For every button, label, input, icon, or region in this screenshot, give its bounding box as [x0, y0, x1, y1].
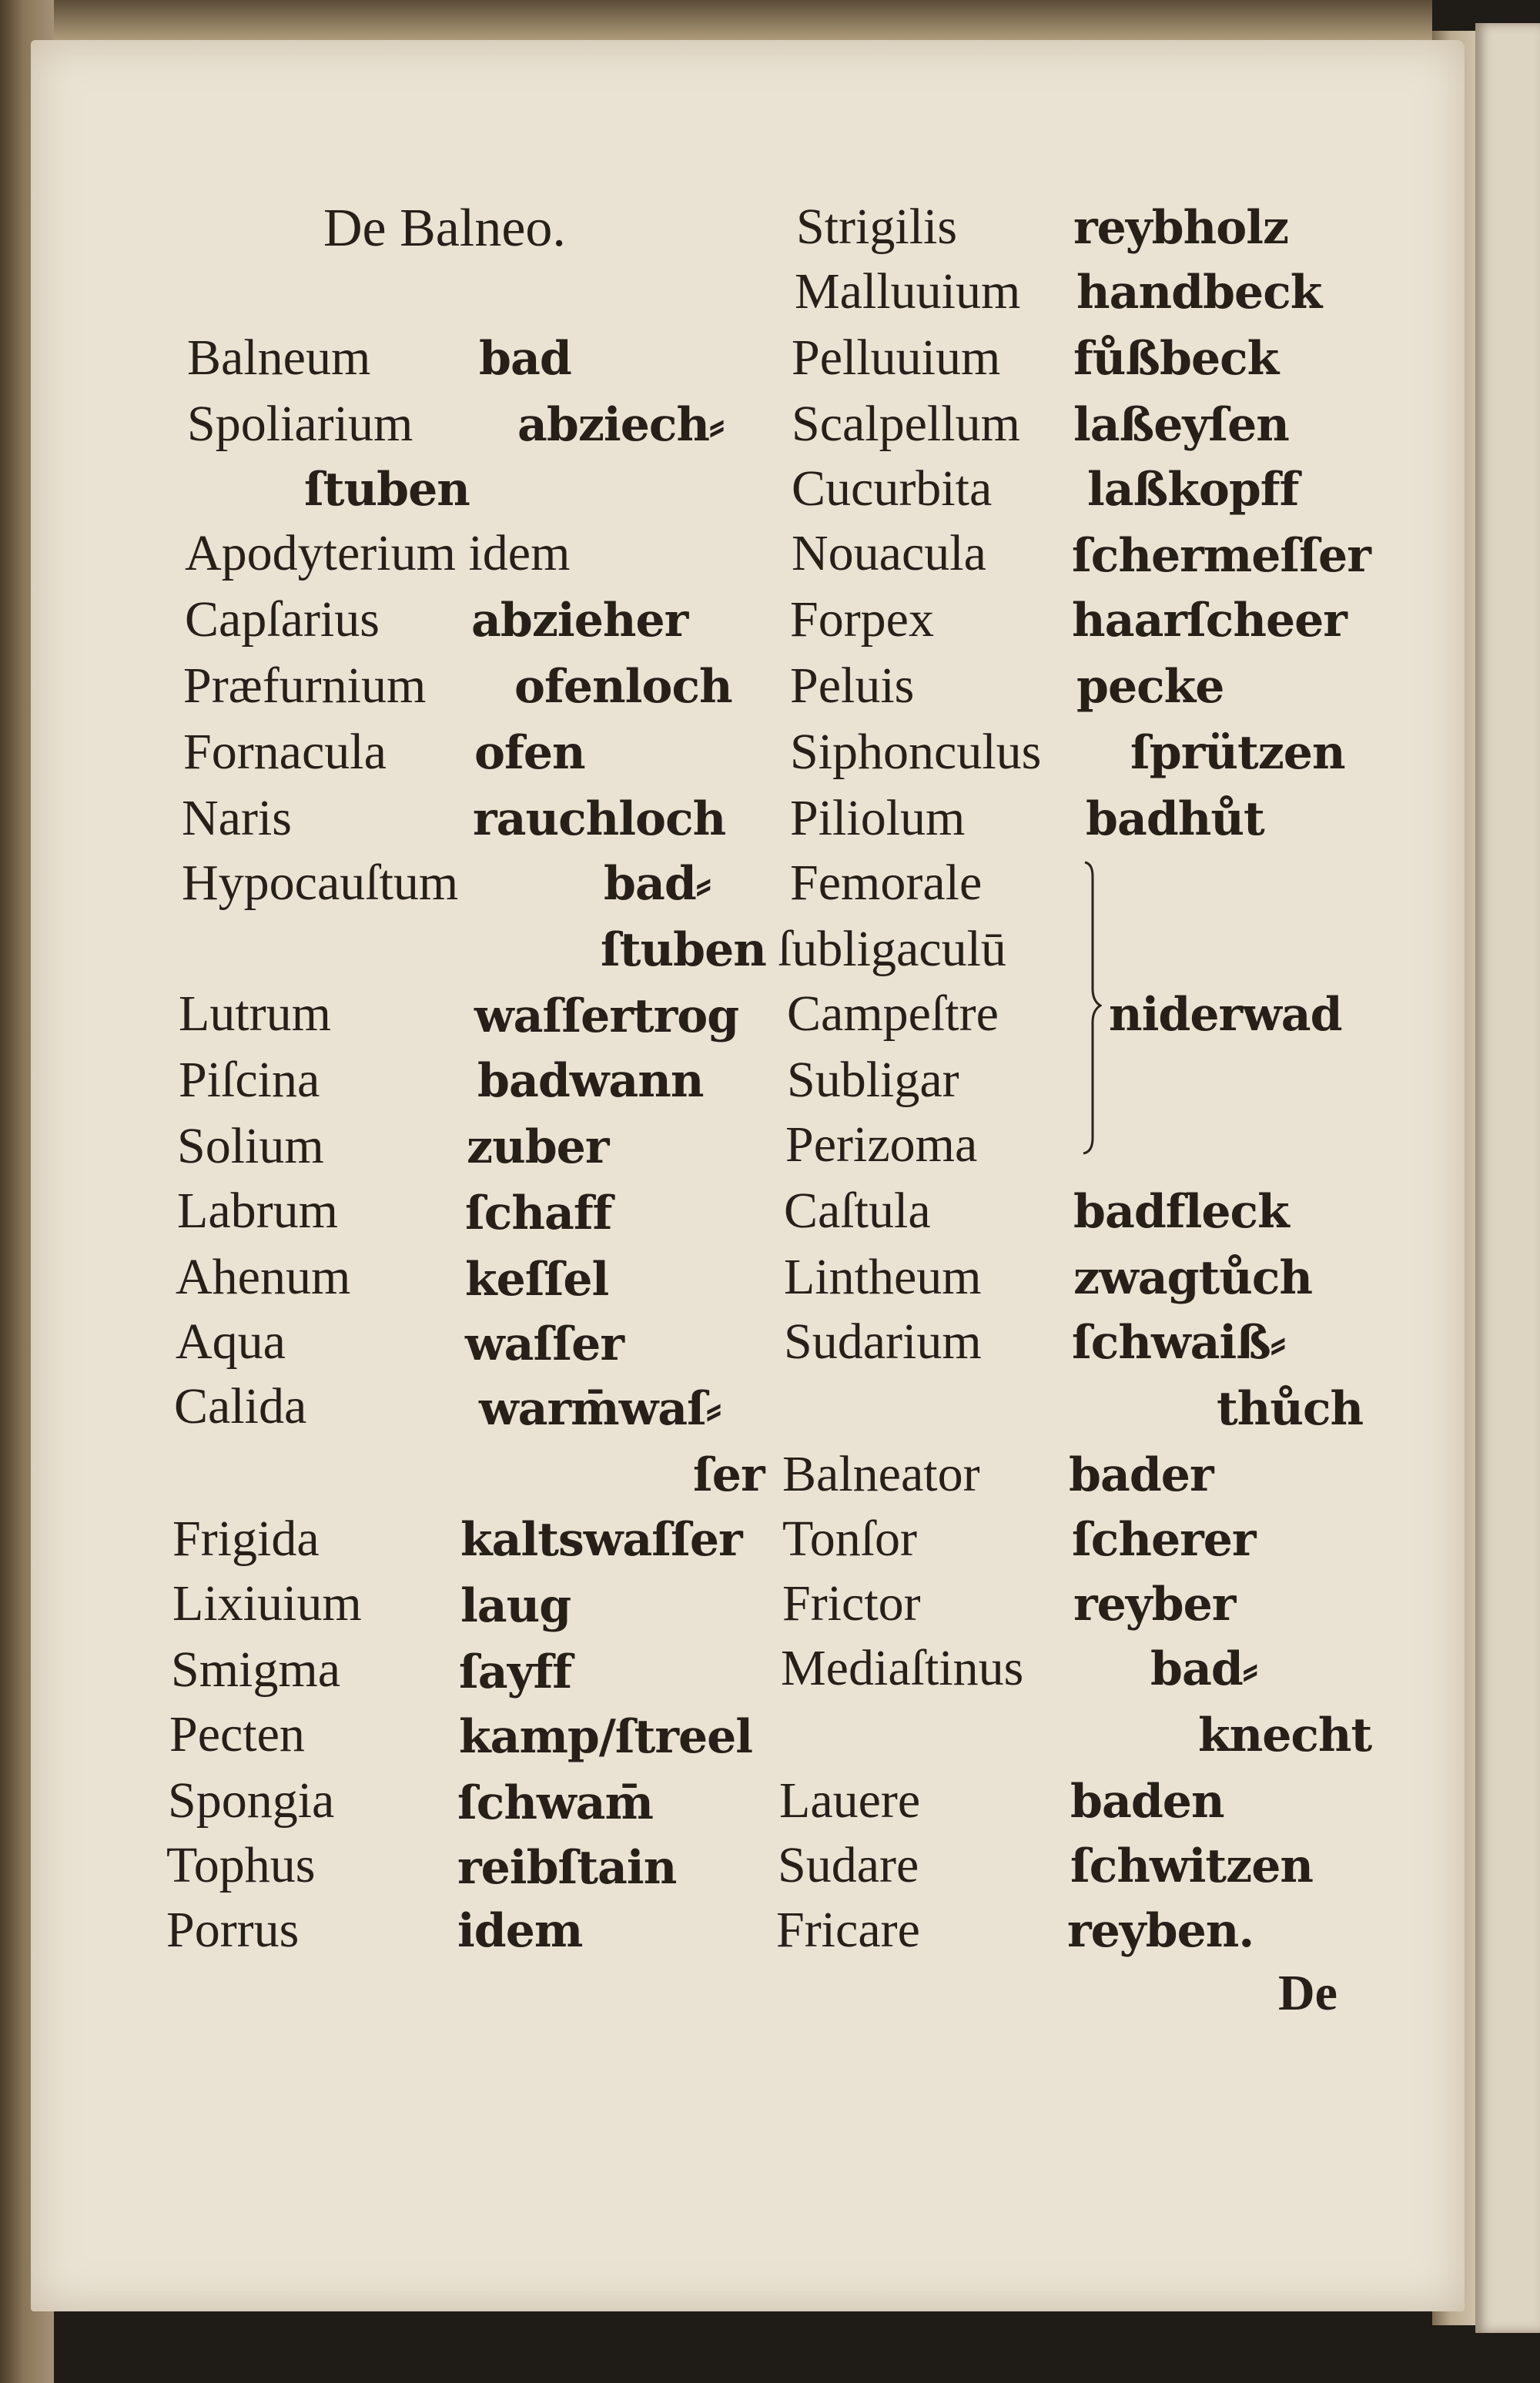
german-term: zuber: [467, 1120, 609, 1174]
german-term: keſſel: [465, 1253, 609, 1307]
latin-term: Smigma: [171, 1642, 341, 1698]
latin-term: Femorale: [790, 855, 983, 911]
german-term: ſprützen: [1130, 726, 1345, 780]
latin-term: Scalpellum: [792, 396, 1020, 452]
latin-term: Solium: [177, 1118, 324, 1174]
latin-term: Mediaſtinus: [781, 1640, 1024, 1696]
latin-term: Piſcina: [179, 1052, 320, 1108]
german-term: ſtuben: [304, 463, 470, 517]
latin-term: Lintheum: [784, 1249, 982, 1305]
german-term: ſtuben: [601, 923, 766, 977]
page-stack-top: [0, 0, 1432, 45]
german-term: laug: [460, 1579, 571, 1633]
german-term: thůch: [1217, 1382, 1364, 1436]
latin-term: Subligar: [787, 1052, 959, 1108]
latin-term: Fricare: [776, 1902, 920, 1958]
german-term: idem: [457, 1904, 583, 1958]
german-term: ſer: [693, 1448, 765, 1502]
latin-term: Labrum: [177, 1183, 338, 1239]
german-term: rauchloch: [473, 792, 726, 846]
latin-term: Lixiuium: [172, 1575, 362, 1632]
latin-term: Pecten: [169, 1706, 305, 1762]
german-term: waſſer: [465, 1317, 624, 1371]
german-term: ſchaff: [465, 1186, 612, 1240]
german-term: badfleck: [1073, 1185, 1289, 1239]
latin-term: Peluis: [790, 658, 915, 714]
latin-term: Tonſor: [782, 1511, 918, 1567]
german-term: bader: [1069, 1448, 1214, 1502]
german-term: badwann: [477, 1054, 704, 1108]
german-term: kamp/ſtreel: [459, 1710, 753, 1764]
latin-term: Pelluuium: [792, 330, 1001, 386]
german-term: zwagtůch: [1073, 1251, 1313, 1305]
facing-page-edge: [1475, 23, 1540, 2333]
german-term: knecht: [1198, 1709, 1372, 1762]
german-term: ofen: [474, 726, 585, 780]
german-term: ſchwitzen: [1070, 1839, 1313, 1893]
latin-term: ſubligaculū: [778, 921, 1006, 977]
latin-term: Spongia: [168, 1772, 335, 1829]
latin-term: Ahenum: [176, 1249, 351, 1305]
latin-term: Naris: [182, 790, 292, 846]
german-term: ſchermeſſer: [1072, 529, 1371, 583]
latin-term: Siphonculus: [790, 724, 1042, 780]
german-term: laßeyſen: [1073, 398, 1289, 452]
german-term: badhůt: [1086, 792, 1264, 846]
grouping-brace: [1082, 861, 1102, 1155]
latin-term: Sudarium: [784, 1314, 982, 1370]
latin-term: Capſarius: [185, 591, 380, 648]
german-term: laßkopff: [1087, 463, 1299, 517]
german-term: bad⸗: [604, 857, 711, 911]
german-term: handbeck: [1076, 266, 1322, 320]
german-term: reybholz: [1073, 201, 1289, 255]
german-term: waſſertrog: [474, 989, 739, 1043]
latin-term: Caſtula: [784, 1183, 931, 1239]
latin-term: Strigilis: [796, 199, 958, 255]
german-term: reyber: [1073, 1578, 1236, 1632]
latin-term: Frictor: [782, 1575, 921, 1632]
latin-term: Porrus: [166, 1902, 300, 1958]
latin-term: Nouacula: [792, 525, 986, 581]
latin-term: Præfurnium: [183, 658, 427, 714]
german-term: fůßbeck: [1073, 332, 1279, 386]
latin-term: Campeſtre: [787, 986, 999, 1042]
latin-term: Piliolum: [790, 790, 966, 846]
latin-term: Cucurbita: [792, 460, 993, 517]
german-term: baden: [1070, 1775, 1224, 1829]
german-term: ofenloch: [514, 660, 732, 714]
german-term: abzieher: [471, 594, 688, 648]
latin-term: Calida: [174, 1378, 307, 1434]
latin-term: Lauere: [779, 1772, 921, 1829]
page-title: De Balneo.: [323, 199, 566, 258]
german-term: pecke: [1076, 660, 1224, 714]
latin-term: Apodyterium idem: [185, 525, 571, 581]
latin-term: Hypocauſtum: [182, 855, 459, 911]
latin-term: Balneum: [187, 330, 371, 386]
latin-term: Frigida: [172, 1511, 320, 1567]
catchword: De: [1278, 1965, 1337, 2021]
latin-term: Balneator: [782, 1446, 980, 1502]
latin-term: Malluuium: [795, 263, 1021, 320]
german-term: ſchwaiß⸗: [1072, 1316, 1285, 1370]
german-term: abziech⸗: [517, 398, 725, 452]
german-term: kaltswaſſer: [460, 1513, 742, 1567]
german-term: warm̄waſ⸗: [479, 1382, 721, 1436]
german-term: bad⸗: [1150, 1642, 1257, 1696]
latin-term: Aqua: [176, 1314, 286, 1370]
german-term: reibſtain: [457, 1841, 677, 1895]
german-term: ſayff: [459, 1645, 572, 1699]
latin-term: Perizoma: [785, 1116, 978, 1173]
latin-term: Tophus: [166, 1837, 316, 1893]
latin-term: Sudare: [778, 1837, 919, 1893]
german-term: haarſcheer: [1072, 594, 1347, 648]
latin-term: Spoliarium: [187, 396, 413, 452]
german-term: niderwad: [1109, 988, 1342, 1042]
german-term: bad: [479, 332, 571, 386]
latin-term: Fornacula: [183, 724, 387, 780]
latin-term: Forpex: [790, 591, 934, 648]
german-term: ſchwam̄: [457, 1776, 653, 1830]
german-term: reyben.: [1067, 1904, 1254, 1958]
latin-term: Lutrum: [179, 986, 331, 1042]
german-term: ſcherer: [1072, 1513, 1256, 1567]
